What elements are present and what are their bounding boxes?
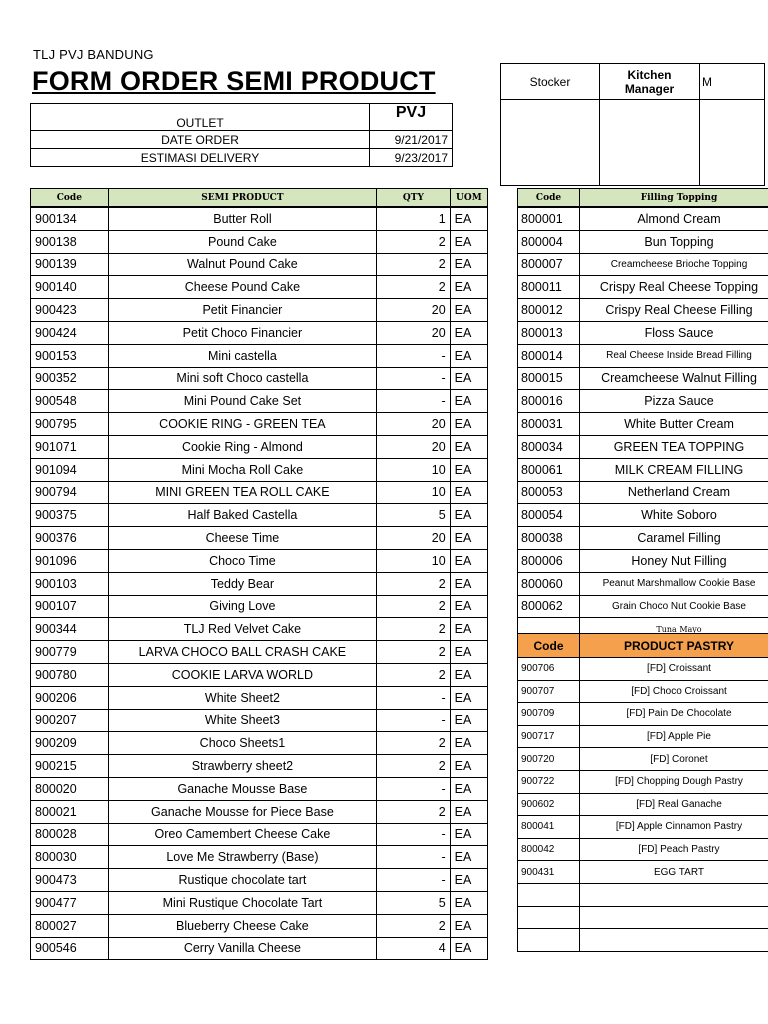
item-name: Petit Choco Financier: [108, 321, 376, 344]
pastry-col-header-code: Code: [518, 634, 580, 658]
table-row: [31, 344, 488, 367]
filling-code: 800061: [518, 458, 580, 481]
item-name: Walnut Pound Cake: [108, 253, 376, 276]
item-uom: EA: [450, 321, 487, 344]
item-qty: 2: [377, 230, 451, 253]
table-row: [518, 390, 768, 413]
table-row: [518, 481, 768, 504]
table-row: [518, 435, 768, 458]
table-row: [518, 816, 768, 839]
filling-code: 800001: [518, 207, 580, 230]
table-row: [518, 572, 768, 595]
pastry-code: 900706: [518, 658, 580, 681]
manager-signature-cell: [700, 100, 765, 186]
item-name: MINI GREEN TEA ROLL CAKE: [108, 481, 376, 504]
pastry-name: [580, 883, 768, 906]
col-header-uom: UOM: [450, 189, 487, 208]
filling-name: Floss Sauce: [580, 321, 768, 344]
table-row: [31, 641, 488, 664]
filling-code: 800053: [518, 481, 580, 504]
table-row: [31, 390, 488, 413]
item-code: 900209: [31, 732, 109, 755]
filling-topping-table: [517, 188, 768, 641]
item-uom: EA: [450, 367, 487, 390]
table-row: [31, 572, 488, 595]
table-row: [518, 703, 768, 726]
item-qty: 20: [377, 299, 451, 322]
table-row: [31, 435, 488, 458]
item-name: Cookie Ring - Almond: [108, 435, 376, 458]
table-row: [518, 549, 768, 572]
item-name: Ganache Mousse for Piece Base: [108, 800, 376, 823]
item-uom: EA: [450, 846, 487, 869]
item-code: 800027: [31, 914, 109, 937]
item-uom: EA: [450, 732, 487, 755]
table-row: [518, 929, 768, 952]
filling-name: Caramel Filling: [580, 527, 768, 550]
filling-name: Real Cheese Inside Bread Filling: [580, 344, 768, 367]
item-name: LARVA CHOCO BALL CRASH CAKE: [108, 641, 376, 664]
table-row: [518, 367, 768, 390]
filling-code: 800034: [518, 435, 580, 458]
item-code: 900153: [31, 344, 109, 367]
item-code: 800030: [31, 846, 109, 869]
item-qty: -: [377, 344, 451, 367]
filling-code: 800031: [518, 413, 580, 436]
item-code: 900548: [31, 390, 109, 413]
filling-code: 800060: [518, 572, 580, 595]
item-code: 900107: [31, 595, 109, 618]
filling-name: Grain Choco Nut Cookie Base: [580, 595, 768, 618]
table-row: [518, 458, 768, 481]
table-row: [31, 823, 488, 846]
item-qty: -: [377, 777, 451, 800]
pastry-code: 900431: [518, 861, 580, 884]
filling-code: 800007: [518, 253, 580, 276]
table-row: [31, 869, 488, 892]
item-name: Strawberry sheet2: [108, 755, 376, 778]
table-row: [518, 793, 768, 816]
item-uom: EA: [450, 755, 487, 778]
item-code: 900477: [31, 891, 109, 914]
filling-name: Crispy Real Cheese Filling: [580, 299, 768, 322]
pastry-code: 900720: [518, 748, 580, 771]
item-name: Cheese Time: [108, 527, 376, 550]
item-uom: EA: [450, 207, 487, 230]
item-qty: -: [377, 367, 451, 390]
item-name: TLJ Red Velvet Cake: [108, 618, 376, 641]
item-code: 900352: [31, 367, 109, 390]
item-uom: EA: [450, 435, 487, 458]
item-uom: EA: [450, 390, 487, 413]
pastry-code: 900722: [518, 770, 580, 793]
table-row: [518, 680, 768, 703]
item-code: 900206: [31, 686, 109, 709]
table-row: [31, 686, 488, 709]
item-qty: 10: [377, 481, 451, 504]
item-qty: -: [377, 390, 451, 413]
pastry-code: 900602: [518, 793, 580, 816]
table-row: [31, 253, 488, 276]
pastry-name: [580, 929, 768, 952]
item-uom: EA: [450, 413, 487, 436]
outlet-value: PVJ: [370, 104, 453, 131]
item-uom: EA: [450, 823, 487, 846]
table-row: [31, 299, 488, 322]
filling-code: 800014: [518, 344, 580, 367]
item-name: Butter Roll: [108, 207, 376, 230]
item-qty: 2: [377, 595, 451, 618]
filling-name: Bun Topping: [580, 230, 768, 253]
item-name: Choco Time: [108, 549, 376, 572]
item-uom: EA: [450, 869, 487, 892]
item-uom: EA: [450, 891, 487, 914]
outlet-label: OUTLET: [31, 104, 370, 131]
filling-name: Creamcheese Brioche Topping: [580, 253, 768, 276]
pastry-code: [518, 929, 580, 952]
item-name: Mini castella: [108, 344, 376, 367]
item-code: 900375: [31, 504, 109, 527]
table-row: [518, 276, 768, 299]
item-name: Giving Love: [108, 595, 376, 618]
table-row: [518, 344, 768, 367]
item-uom: EA: [450, 230, 487, 253]
table-row: [31, 755, 488, 778]
item-qty: -: [377, 869, 451, 892]
pastry-name: [FD] Apple Pie: [580, 725, 768, 748]
item-code: 900423: [31, 299, 109, 322]
filling-name: Peanut Marshmallow Cookie Base: [580, 572, 768, 595]
item-uom: EA: [450, 527, 487, 550]
item-qty: 10: [377, 458, 451, 481]
table-row: [518, 299, 768, 322]
item-uom: EA: [450, 253, 487, 276]
date-order-label: DATE ORDER: [31, 131, 370, 149]
table-row: [31, 527, 488, 550]
item-code: 900473: [31, 869, 109, 892]
item-code: 901071: [31, 435, 109, 458]
item-qty: 4: [377, 937, 451, 960]
item-qty: 2: [377, 914, 451, 937]
pastry-name: [FD] Croissant: [580, 658, 768, 681]
item-qty: -: [377, 686, 451, 709]
pastry-code: 900717: [518, 725, 580, 748]
item-name: White Sheet3: [108, 709, 376, 732]
filling-code: 800054: [518, 504, 580, 527]
fill-col-header-code: Code: [518, 189, 580, 208]
filling-name: GREEN TEA TOPPING: [580, 435, 768, 458]
item-uom: EA: [450, 549, 487, 572]
table-row: [31, 481, 488, 504]
table-row: [518, 770, 768, 793]
item-name: Mini Rustique Chocolate Tart: [108, 891, 376, 914]
item-uom: EA: [450, 663, 487, 686]
item-name: Ganache Mousse Base: [108, 777, 376, 800]
item-name: Cerry Vanilla Cheese: [108, 937, 376, 960]
table-row: [31, 230, 488, 253]
order-info-box: [30, 103, 453, 167]
table-row: [31, 800, 488, 823]
item-uom: EA: [450, 481, 487, 504]
pastry-name: EGG TART: [580, 861, 768, 884]
item-name: Blueberry Cheese Cake: [108, 914, 376, 937]
item-qty: 2: [377, 572, 451, 595]
filling-name: MILK CREAM FILLING: [580, 458, 768, 481]
pastry-code: 900707: [518, 680, 580, 703]
item-name: Mini soft Choco castella: [108, 367, 376, 390]
table-row: [518, 861, 768, 884]
pastry-name: [FD] Peach Pastry: [580, 838, 768, 861]
item-code: 900139: [31, 253, 109, 276]
item-code: 900424: [31, 321, 109, 344]
company-name: TLJ PVJ BANDUNG: [33, 47, 154, 62]
item-code: 900779: [31, 641, 109, 664]
item-qty: 2: [377, 276, 451, 299]
item-name: Mini Mocha Roll Cake: [108, 458, 376, 481]
item-uom: EA: [450, 709, 487, 732]
filling-code: 800038: [518, 527, 580, 550]
form-title: FORM ORDER SEMI PRODUCT: [32, 66, 436, 96]
item-qty: 20: [377, 413, 451, 436]
table-row: [518, 321, 768, 344]
item-code: 901094: [31, 458, 109, 481]
filling-name: Honey Nut Filling: [580, 549, 768, 572]
item-uom: EA: [450, 458, 487, 481]
table-row: [518, 413, 768, 436]
item-code: 900134: [31, 207, 109, 230]
fill-col-header-product: Filling Topping: [580, 189, 768, 208]
pastry-name: [FD] Choco Croissant: [580, 680, 768, 703]
filling-code: 800062: [518, 595, 580, 618]
pastry-name: [580, 906, 768, 929]
item-name: Teddy Bear: [108, 572, 376, 595]
table-row: [31, 276, 488, 299]
item-qty: 2: [377, 732, 451, 755]
item-qty: 1: [377, 207, 451, 230]
item-uom: EA: [450, 937, 487, 960]
table-row: [31, 549, 488, 572]
table-row: [31, 709, 488, 732]
item-uom: EA: [450, 572, 487, 595]
table-row: [518, 527, 768, 550]
item-code: 800028: [31, 823, 109, 846]
pastry-name: [FD] Pain De Chocolate: [580, 703, 768, 726]
filling-code: 800006: [518, 549, 580, 572]
stocker-label: Stocker: [501, 64, 600, 100]
item-code: 900376: [31, 527, 109, 550]
item-qty: 2: [377, 641, 451, 664]
pastry-code: 900709: [518, 703, 580, 726]
table-row: [518, 230, 768, 253]
table-row: [31, 413, 488, 436]
item-uom: EA: [450, 800, 487, 823]
manager-label: M: [700, 64, 765, 100]
table-row: [31, 937, 488, 960]
filling-code: 800016: [518, 390, 580, 413]
pastry-name: [FD] Real Ganache: [580, 793, 768, 816]
filling-topping-rows: [518, 207, 768, 641]
table-row: [31, 618, 488, 641]
item-name: Cheese Pound Cake: [108, 276, 376, 299]
filling-name: White Butter Cream: [580, 413, 768, 436]
pastry-code: 800041: [518, 816, 580, 839]
pastry-code: [518, 883, 580, 906]
table-row: [31, 914, 488, 937]
pastry-col-header-product: PRODUCT PASTRY: [580, 634, 768, 658]
table-row: [31, 777, 488, 800]
item-name: Love Me Strawberry (Base): [108, 846, 376, 869]
item-qty: 5: [377, 504, 451, 527]
kitchen-manager-signature-cell: [600, 100, 700, 186]
filling-name: Almond Cream: [580, 207, 768, 230]
item-name: Oreo Camembert Cheese Cake: [108, 823, 376, 846]
item-uom: EA: [450, 777, 487, 800]
table-row: [518, 883, 768, 906]
item-name: White Sheet2: [108, 686, 376, 709]
stocker-signature-cell: [501, 100, 600, 186]
item-qty: -: [377, 846, 451, 869]
delivery-value: 9/23/2017: [370, 149, 453, 167]
item-code: 900140: [31, 276, 109, 299]
item-code: 900344: [31, 618, 109, 641]
item-uom: EA: [450, 595, 487, 618]
table-row: [518, 658, 768, 681]
item-qty: -: [377, 823, 451, 846]
item-qty: 2: [377, 618, 451, 641]
table-row: [518, 253, 768, 276]
item-code: 900103: [31, 572, 109, 595]
filling-name: Tuna Mayo: [580, 618, 768, 641]
item-qty: 2: [377, 755, 451, 778]
table-row: [518, 748, 768, 771]
table-row: [518, 504, 768, 527]
filling-name: Creamcheese Walnut Filling: [580, 367, 768, 390]
item-uom: EA: [450, 618, 487, 641]
filling-code: 800004: [518, 230, 580, 253]
pastry-code: [518, 906, 580, 929]
table-row: [518, 906, 768, 929]
item-name: Pound Cake: [108, 230, 376, 253]
table-row: [31, 367, 488, 390]
item-qty: 10: [377, 549, 451, 572]
pastry-name: [FD] Coronet: [580, 748, 768, 771]
table-row: [31, 663, 488, 686]
item-qty: 2: [377, 800, 451, 823]
table-row: [31, 321, 488, 344]
filling-code: 800013: [518, 321, 580, 344]
item-name: Rustique chocolate tart: [108, 869, 376, 892]
table-row: [31, 207, 488, 230]
signature-box: [500, 63, 765, 186]
filling-code: 800015: [518, 367, 580, 390]
filling-name: Pizza Sauce: [580, 390, 768, 413]
item-code: 901096: [31, 549, 109, 572]
item-code: 900546: [31, 937, 109, 960]
item-uom: EA: [450, 276, 487, 299]
filling-name: Netherland Cream: [580, 481, 768, 504]
filling-name: Crispy Real Cheese Topping: [580, 276, 768, 299]
item-code: 900780: [31, 663, 109, 686]
item-code: 900794: [31, 481, 109, 504]
item-qty: 2: [377, 663, 451, 686]
item-name: COOKIE LARVA WORLD: [108, 663, 376, 686]
item-code: 900207: [31, 709, 109, 732]
item-name: COOKIE RING - GREEN TEA: [108, 413, 376, 436]
filling-name: White Soboro: [580, 504, 768, 527]
col-header-semi-product: SEMI PRODUCT: [108, 189, 376, 208]
table-row: [31, 458, 488, 481]
date-order-value: 9/21/2017: [370, 131, 453, 149]
delivery-label: ESTIMASI DELIVERY: [31, 149, 370, 167]
item-code: 900795: [31, 413, 109, 436]
item-name: Half Baked Castella: [108, 504, 376, 527]
item-uom: EA: [450, 686, 487, 709]
table-row: [31, 732, 488, 755]
semi-product-rows: [31, 207, 488, 960]
pastry-code: 800042: [518, 838, 580, 861]
filling-code: 800011: [518, 276, 580, 299]
item-code: 800020: [31, 777, 109, 800]
item-qty: 5: [377, 891, 451, 914]
item-uom: EA: [450, 914, 487, 937]
col-header-qty: QTY: [377, 189, 451, 208]
table-row: [518, 725, 768, 748]
item-name: Mini Pound Cake Set: [108, 390, 376, 413]
item-name: Petit Financier: [108, 299, 376, 322]
table-row: [31, 504, 488, 527]
table-row: [518, 207, 768, 230]
semi-product-table: [30, 188, 488, 960]
item-qty: 20: [377, 435, 451, 458]
table-row: [31, 595, 488, 618]
kitchen-manager-label: Kitchen Manager: [600, 64, 700, 100]
item-uom: EA: [450, 344, 487, 367]
item-uom: EA: [450, 504, 487, 527]
table-row: [518, 595, 768, 618]
item-code: 800021: [31, 800, 109, 823]
product-pastry-table: [517, 633, 768, 952]
table-row: [31, 846, 488, 869]
item-name: Choco Sheets1: [108, 732, 376, 755]
pastry-name: [FD] Chopping Dough Pastry: [580, 770, 768, 793]
item-code: 900215: [31, 755, 109, 778]
pastry-name: [FD] Apple Cinnamon Pastry: [580, 816, 768, 839]
product-pastry-rows: [518, 658, 768, 952]
item-code: 900138: [31, 230, 109, 253]
table-row: [518, 838, 768, 861]
item-qty: 2: [377, 253, 451, 276]
table-row: [31, 891, 488, 914]
item-qty: -: [377, 709, 451, 732]
item-uom: EA: [450, 641, 487, 664]
item-qty: 20: [377, 321, 451, 344]
item-uom: EA: [450, 299, 487, 322]
item-qty: 20: [377, 527, 451, 550]
col-header-code: Code: [31, 189, 109, 208]
filling-code: 800012: [518, 299, 580, 322]
